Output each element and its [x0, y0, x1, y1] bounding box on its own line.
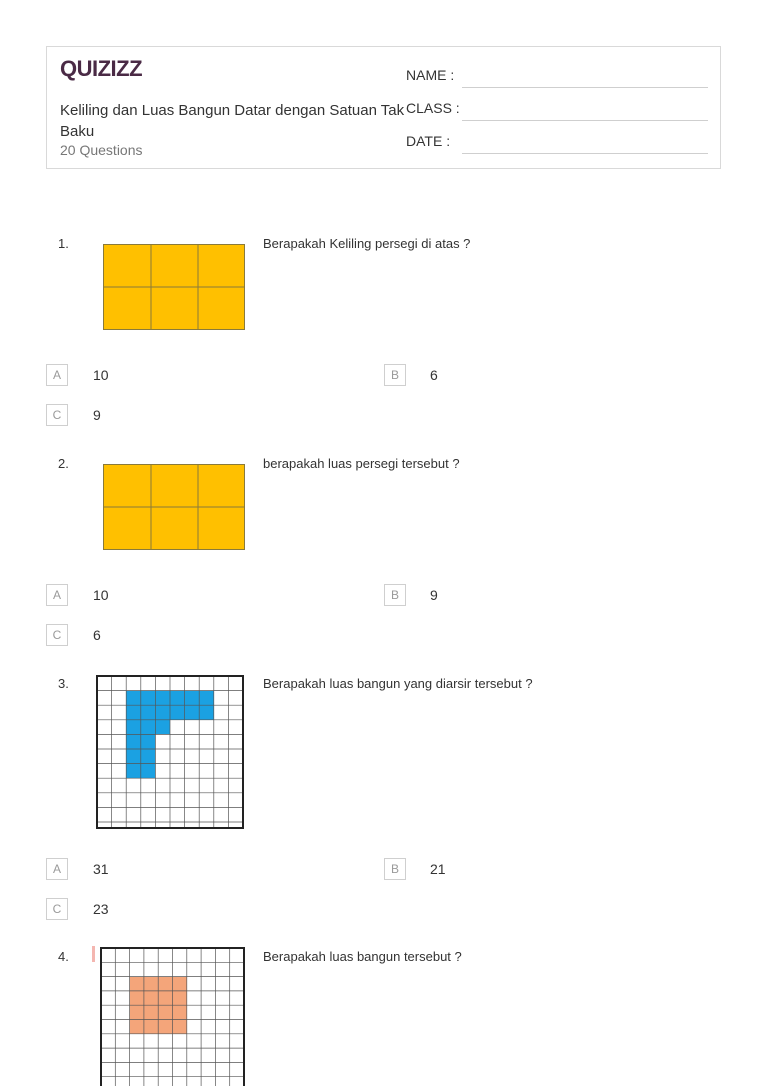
worksheet-title: Keliling dan Luas Bangun Datar dengan Satuan Tak Baku [60, 102, 405, 140]
date-label: DATE : [406, 133, 451, 149]
question-number: 2. [58, 456, 69, 471]
orange-shape-grid-image [92, 946, 246, 1086]
option-letter[interactable]: A [46, 584, 68, 606]
worksheet-header [46, 46, 721, 169]
class-field[interactable] [462, 120, 708, 121]
option-text: 6 [93, 627, 101, 643]
name-label: NAME : [406, 67, 455, 83]
option-text: 9 [93, 407, 101, 423]
class-label: CLASS : [406, 100, 460, 116]
question-number: 3. [58, 676, 69, 691]
yellow-grid-image [103, 244, 246, 331]
option-letter[interactable]: C [46, 624, 68, 646]
option-letter[interactable]: C [46, 404, 68, 426]
option-letter[interactable]: B [384, 858, 406, 880]
option-text: 10 [93, 367, 109, 383]
option-text: 23 [93, 901, 109, 917]
option-text: 9 [430, 587, 438, 603]
option-letter[interactable]: C [46, 898, 68, 920]
question-number: 1. [58, 236, 69, 251]
option-text: 31 [93, 861, 109, 877]
option-letter[interactable]: B [384, 584, 406, 606]
question-text: Berapakah luas bangun tersebut ? [263, 949, 462, 964]
quizizz-logo: QUIZIZZ [60, 56, 143, 81]
question-text: Berapakah luas bangun yang diarsir tersebut ? [263, 676, 533, 691]
question-number: 4. [58, 949, 69, 964]
option-text: 10 [93, 587, 109, 603]
option-letter[interactable]: B [384, 364, 406, 386]
option-letter[interactable]: A [46, 364, 68, 386]
question-count: 20 Questions [60, 142, 143, 158]
date-field[interactable] [462, 153, 708, 154]
option-text: 21 [430, 861, 446, 877]
option-letter[interactable]: A [46, 858, 68, 880]
question-text: Berapakah Keliling persegi di atas ? [263, 236, 471, 251]
yellow-grid-image [103, 464, 246, 551]
name-field[interactable] [462, 87, 708, 88]
blue-shape-grid-image [96, 675, 244, 830]
option-text: 6 [430, 367, 438, 383]
question-text: berapakah luas persegi tersebut ? [263, 456, 460, 471]
